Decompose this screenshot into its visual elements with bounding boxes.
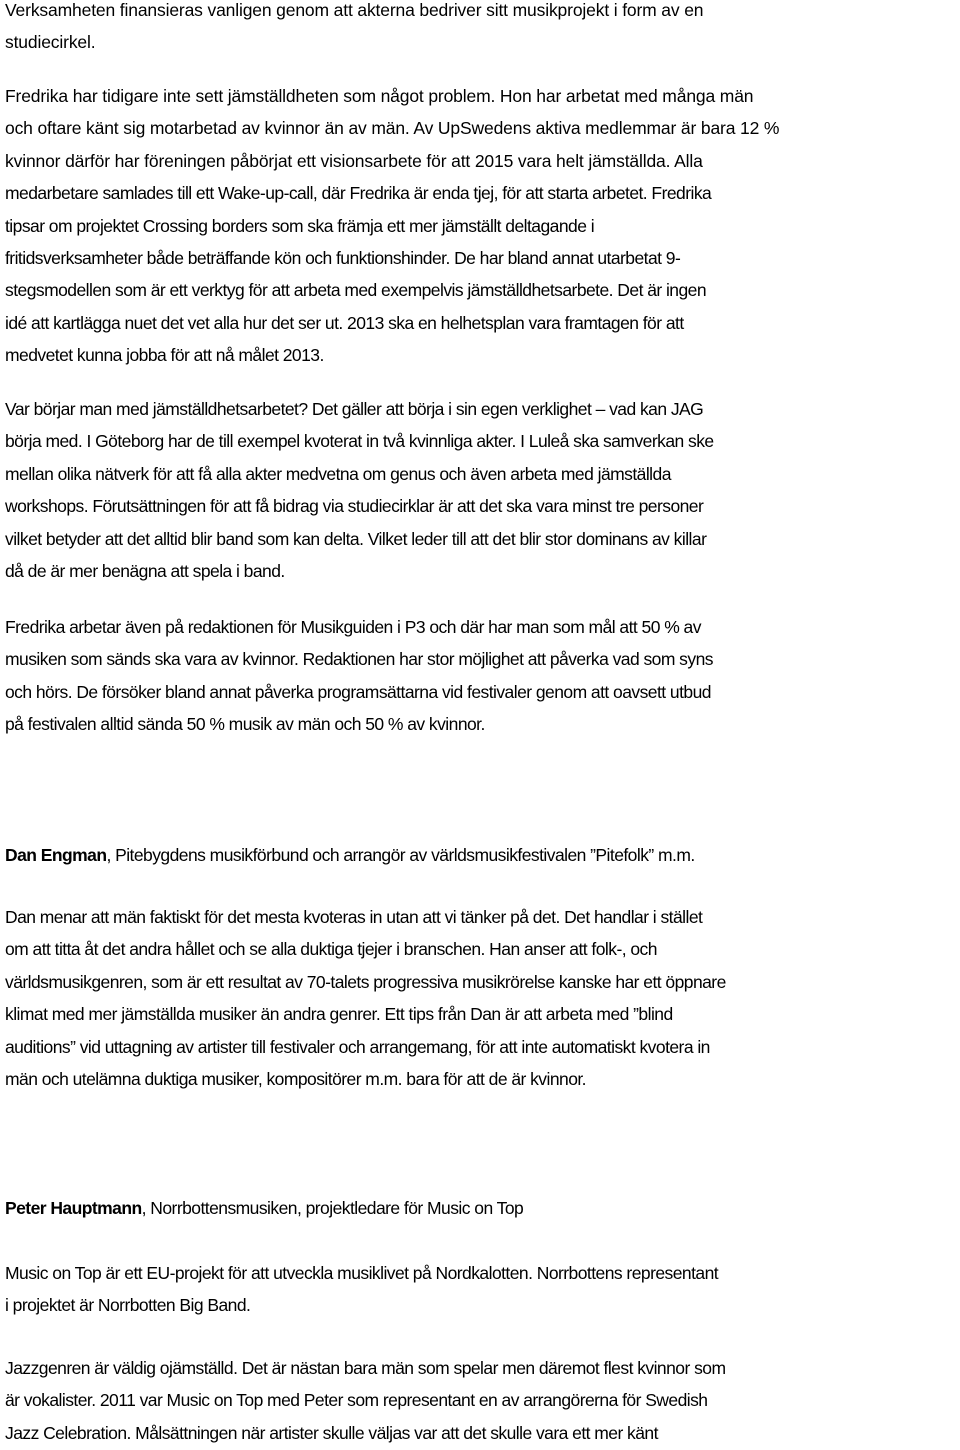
text-line: Fredrika har tidigare inte sett jämställdheten som något problem. Hon har arbetat med många män [5, 86, 754, 106]
text-line: Var börjar man med jämställdhetsarbetet? Det gäller att börja i sin egen verklighet – vad kan JAG [5, 399, 704, 419]
text-line: Verksamheten finansieras vanligen genom att akterna bedriver sitt musikprojekt i form av en [5, 0, 704, 20]
text-line: studiecirkel. [5, 32, 96, 53]
text-line: män och utelämna duktiga musiker, kompositörer m.m. bara för att de är kvinnor. [5, 1069, 586, 1090]
text-line: musiken som sänds ska vara av kvinnor. Redaktionen har stor möjlighet att påverka vad som syns [5, 649, 713, 670]
text-line: Music on Top är ett EU-projekt för att utveckla musiklivet på Nordkalotten. Norrbottens representant [5, 1263, 719, 1283]
text-line: Jazzgenren är väldig ojämställd. Det är nästan bara män som spelar men däremot flest kvinnor som [5, 1358, 726, 1378]
text-line: medvetet kunna jobba för att nå målet 2013. [5, 345, 324, 366]
text-line: idé att kartlägga nuet det vet alla hur det ser ut. 2013 ska en helhetsplan vara framtagen för att [5, 312, 684, 333]
text-line: fritidsverksamheter både beträffande kön och funktionshinder. De har bland annat utarbetat 9- [5, 248, 681, 269]
text-line: Jazz Celebration. Målsättningen när artister skulle väljas var att det skulle vara ett mer känt [5, 1422, 658, 1443]
text-line: kvinnor därför har föreningen påbörjat ett visionsarbete för att 2015 vara helt jämställda. Alla [5, 150, 703, 171]
paragraph-dan-engman [5, 901, 960, 1095]
text-line: mellan olika nätverk för att få alla akter medvetna om genus och även arbeta med jämställda [5, 463, 671, 484]
paragraph-music-on-top [5, 1257, 960, 1322]
text-line: workshops. Förutsättningen för att få bidrag via studiecirklar är att det ska vara minst tre personer [5, 496, 704, 517]
text-line [5, 839, 960, 871]
text-line: börja med. I Göteborg har de till exempel kvoterat in två kvinnliga akter. I Luleå ska samverkan ske [5, 431, 714, 452]
paragraph-where-to-start [5, 393, 960, 587]
text-line: Fredrika arbetar även på redaktionen för Musikguiden i P3 och där har man som mål att 50 % av [5, 617, 701, 637]
paragraph-jazz [5, 1352, 960, 1449]
text-line: världsmusikgenren, som är ett resultat av 70-talets progressiva musikrörelse kanske har ett öppnare [5, 971, 726, 992]
person-role: , Pitebygdens musikförbund och arrangör av världsmusikfestivalen ”Pitefolk” m.m. [106, 845, 695, 865]
text-line: är vokalister. 2011 var Music on Top med Peter som representant en av arrangörerna för Swedish [5, 1390, 708, 1411]
text-line: om att titta åt det andra hållet och se alla duktiga tjejer i branschen. Han anser att folk-, och [5, 939, 657, 960]
text-line: då de är mer benägna att spela i band. [5, 561, 285, 582]
text-line: på festivalen alltid sända 50 % musik av män och 50 % av kvinnor. [5, 714, 485, 735]
heading-dan-engman [5, 839, 960, 871]
paragraph-fredrika-upswede [5, 80, 960, 372]
heading-peter-hauptmann [5, 1192, 960, 1224]
text-line: och hörs. De försöker bland annat påverka programsättarna vid festivaler genom att oavsett utbud [5, 681, 711, 702]
text-line: klimat med mer jämställda musiker än andra genrer. Ett tips från Dan är att arbeta med ”blind [5, 1004, 673, 1025]
person-role: , Norrbottensmusiken, projektledare för Music on Top [141, 1198, 524, 1218]
text-line: tipsar om projektet Crossing borders som ska främja ett mer jämställt deltagande i [5, 215, 595, 236]
text-line: auditions” vid uttagning av artister till festivaler och arrangemang, för att inte automatiskt kvotera in [5, 1036, 710, 1057]
person-name: Dan Engman [5, 845, 107, 865]
person-name: Peter Hauptmann [5, 1198, 142, 1218]
paragraph-financing [5, 0, 960, 59]
text-line: i projektet är Norrbotten Big Band. [5, 1295, 251, 1316]
text-line: och oftare känt sig motarbetad av kvinnor än av män. Av UpSwedens aktiva medlemmar är bara 12 % [5, 118, 780, 139]
paragraph-musikguiden [5, 611, 960, 741]
text-line: stegsmodellen som är ett verktyg för att arbeta med exempelvis jämställdhetsarbete. Det är ingen [5, 280, 707, 301]
text-line: medarbetare samlades till ett Wake-up-call, där Fredrika är enda tjej, för att starta arbetet. Fredrika [5, 183, 712, 204]
text-line: Dan menar att män faktiskt för det mesta kvoteras in utan att vi tänker på det. Det handlar i stället [5, 907, 703, 927]
text-line: vilket betyder att det alltid blir band som kan delta. Vilket leder till att det blir stor dominans av killar [5, 528, 707, 549]
text-line [5, 1192, 960, 1224]
